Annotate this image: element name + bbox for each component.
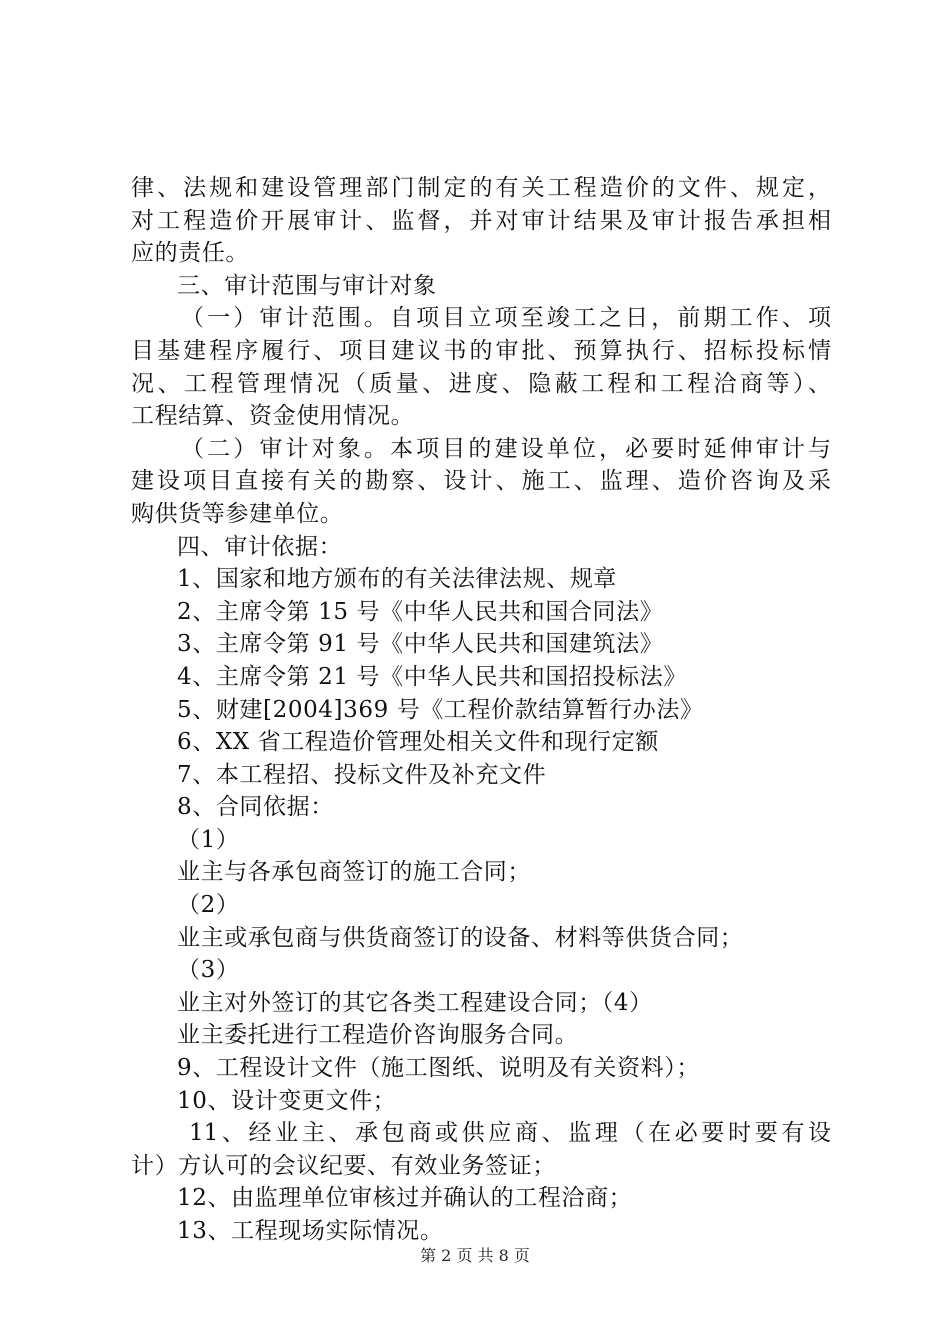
section-heading: 四、审计依据：: [177, 533, 343, 560]
sub-item-number: （2）: [177, 892, 240, 919]
text-line: 工程结算、资金使用情况。: [131, 403, 415, 430]
list-item: 12、由监理单位审核过并确认的工程洽商；: [177, 1185, 633, 1212]
sub-item-text: 业主委托进行工程造价咨询服务合同。: [177, 1022, 579, 1049]
section-heading: 三、审计范围与审计对象: [177, 272, 437, 299]
list-item: 3、主席令第 91 号《中华人民共和国建筑法》: [177, 631, 664, 658]
list-item: 13、工程现场实际情况。: [177, 1218, 444, 1244]
document-body: [131, 172, 831, 1248]
list-item: 2、主席令第 15 号《中华人民共和国合同法》: [177, 598, 664, 625]
text-line: 况、工程管理情况（质量、进度、隐蔽工程和工程洽商等）、: [131, 370, 831, 397]
list-item: 6、XX 省工程造价管理处相关文件和现行定额: [177, 729, 659, 756]
list-item: 4、主席令第 21 号《中华人民共和国招投标法》: [177, 663, 687, 690]
text-line: 计）方认可的会议纪要、有效业务签证；: [131, 1152, 556, 1179]
text-line: 对工程造价开展审计、监督，并对审计结果及审计报告承担相: [131, 207, 831, 234]
text-line: 目基建程序履行、项目建议书的审批、预算执行、招标投标情: [131, 337, 831, 364]
text-line: 建设项目直接有关的勘察、设计、施工、监理、造价咨询及采: [131, 468, 831, 495]
text-line: 律、法规和建设管理部门制定的有关工程造价的文件、规定，: [131, 175, 831, 201]
text-line: （一）审计范围。自项目立项至竣工之日，前期工作、项: [181, 305, 831, 332]
page-footer: 第 2 页 共 8 页: [420, 1246, 530, 1265]
list-item: 8、合同依据：: [177, 794, 334, 821]
list-item: 9、工程设计文件（施工图纸、说明及有关资料）；: [177, 1055, 700, 1082]
list-item: 11、经业主、承包商或供应商、监理（在必要时要有设: [189, 1120, 831, 1147]
sub-item-number: （3）: [177, 957, 240, 984]
list-item: 7、本工程招、投标文件及补充文件: [177, 761, 547, 788]
text-line: （二）审计对象。本项目的建设单位，必要时延伸审计与: [181, 435, 831, 462]
sub-item-text: 业主对外签订的其它各类工程建设合同；（4）: [177, 989, 653, 1016]
sub-item-number: （1）: [177, 826, 240, 853]
list-item: 5、财建[2004]369 号《工程价款结算暂行办法》: [177, 696, 704, 723]
text-line: 购供货等参建单位。: [131, 500, 344, 527]
list-item: 10、设计变更文件；: [177, 1087, 397, 1114]
sub-item-text: 业主或承包商与供货商签订的设备、材料等供货合同；: [177, 924, 744, 951]
list-item: 1、国家和地方颁布的有关法律法规、规章: [177, 566, 618, 593]
sub-item-text: 业主与各承包商签订的施工合同；: [177, 859, 531, 886]
text-line: 应的责任。: [131, 240, 249, 267]
